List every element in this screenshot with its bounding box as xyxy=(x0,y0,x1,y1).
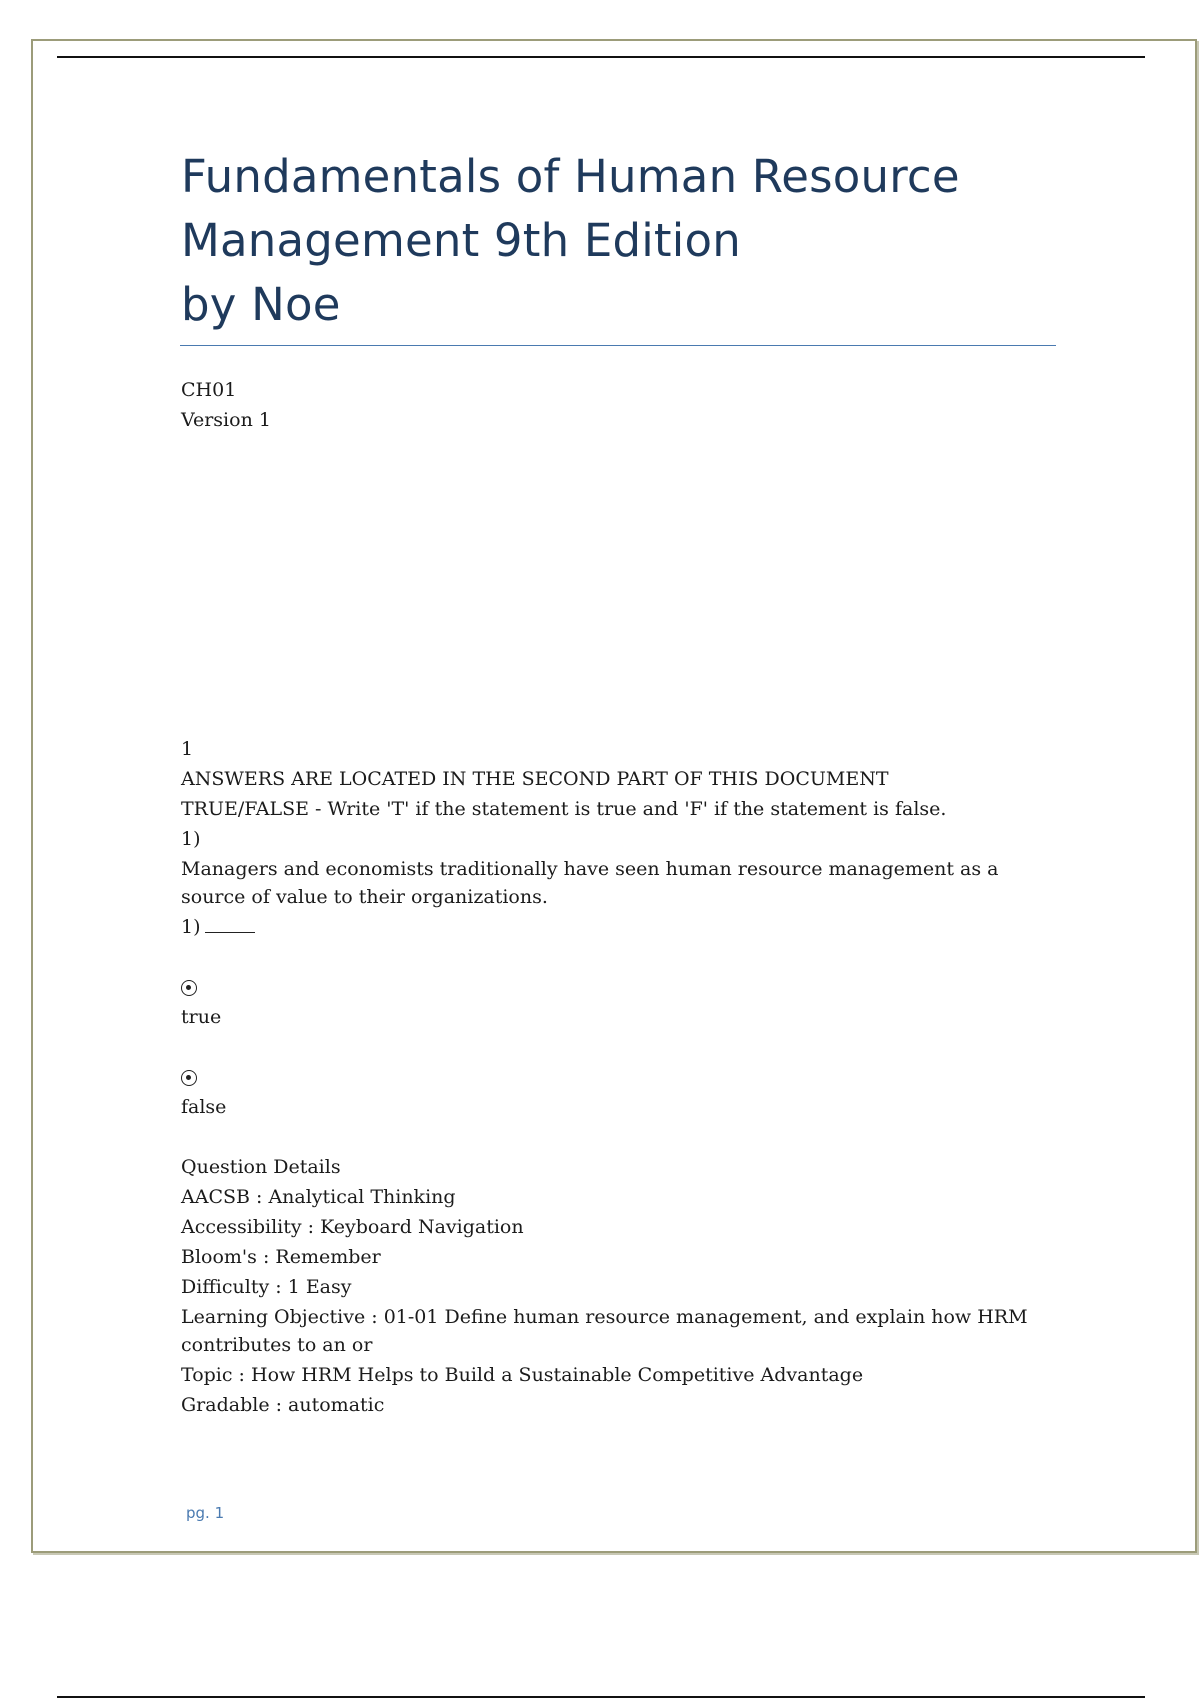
detail-blooms: Bloom's : Remember xyxy=(181,1246,381,1268)
option-false-label: false xyxy=(181,1096,227,1118)
detail-difficulty: Difficulty : 1 Easy xyxy=(181,1276,352,1298)
title-line-3: by Noe xyxy=(181,278,341,331)
detail-topic: Topic : How HRM Helps to Build a Sustainable Competitive Advantage xyxy=(181,1364,864,1386)
question-text-line-2: source of value to their organizations. xyxy=(181,886,548,908)
instructions: TRUE/FALSE - Write 'T' if the statement is true and 'F' if the statement is false. xyxy=(181,798,947,820)
title-underline xyxy=(180,345,1056,346)
answers-note: ANSWERS ARE LOCATED IN THE SECOND PART OF THIS DOCUMENT xyxy=(181,768,889,790)
detail-aacsb: AACSB : Analytical Thinking xyxy=(181,1186,456,1208)
version-label: Version 1 xyxy=(181,409,271,431)
option-true-label: true xyxy=(181,1006,222,1028)
document-meta xyxy=(181,375,1081,435)
page-number: pg. 1 xyxy=(186,1504,225,1522)
detail-accessibility: Accessibility : Keyboard Navigation xyxy=(181,1216,524,1238)
detail-learning-objective-line-1: Learning Objective : 01-01 Define human resource management, and explain how HRM xyxy=(181,1306,1028,1328)
question-block xyxy=(181,734,1081,1420)
title-line-1: Fundamentals of Human Resource xyxy=(181,150,960,203)
radio-icon[interactable] xyxy=(181,980,197,996)
chapter-label: CH01 xyxy=(181,379,237,401)
option-true-radio-line[interactable] xyxy=(181,972,1081,1002)
section-number: 1 xyxy=(181,738,194,760)
details-heading: Question Details xyxy=(181,1156,341,1178)
answer-prefix: 1) xyxy=(181,916,201,938)
answer-blank-line xyxy=(181,912,1081,942)
option-false-radio-line[interactable] xyxy=(181,1062,1081,1092)
question-number: 1) xyxy=(181,828,201,850)
detail-learning-objective-line-2: contributes to an or xyxy=(181,1334,373,1356)
radio-icon[interactable] xyxy=(181,1070,197,1086)
answer-blank[interactable] xyxy=(205,914,255,933)
document-title xyxy=(181,145,1061,337)
bottom-rule xyxy=(57,1696,1145,1698)
title-line-2: Management 9th Edition xyxy=(181,214,741,267)
detail-gradable: Gradable : automatic xyxy=(181,1394,385,1416)
question-text-line-1: Managers and economists traditionally have seen human resource management as a xyxy=(181,858,999,880)
